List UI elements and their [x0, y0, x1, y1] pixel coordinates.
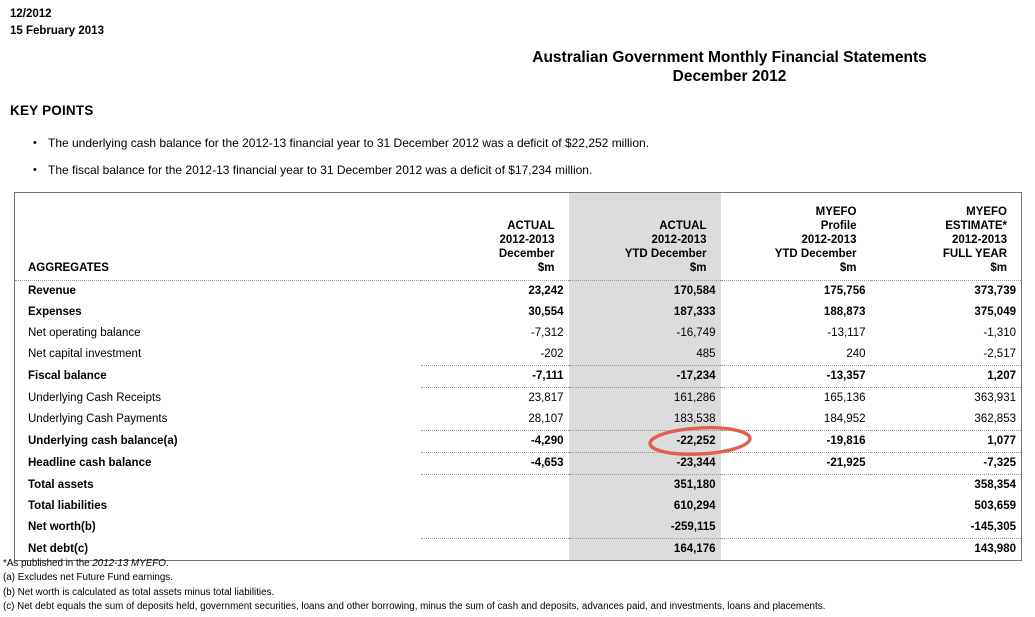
- cell-value: [721, 475, 871, 497]
- row-label: Net capital investment: [28, 348, 142, 361]
- row-label: Underlying Cash Receipts: [28, 391, 161, 404]
- cell-value: -7,312: [530, 327, 564, 339]
- row-label: Underlying Cash Payments: [28, 413, 168, 426]
- row-label: Total liabilities: [28, 500, 108, 512]
- cell-value: 183,538: [569, 409, 721, 431]
- page-title-line1: Australian Government Monthly Financial Statements: [532, 49, 927, 66]
- table-row: [15, 388, 1022, 410]
- cell-value: -13,357: [721, 366, 871, 388]
- page-title-line2: December 2012: [672, 67, 787, 85]
- cell-value: 187,333: [569, 302, 721, 323]
- footnote-text: .: [165, 558, 169, 569]
- row-label: Net worth(b): [28, 521, 96, 534]
- row-label: Net operating balance: [28, 327, 141, 339]
- footnote-text: *As published in the: [3, 558, 93, 569]
- column-header-2: ACTUAL 2012-2013 YTD December $m: [569, 193, 721, 281]
- cell-value: 143,980: [974, 543, 1016, 555]
- table-row: [15, 366, 1022, 388]
- cell-value: 170,584: [569, 281, 721, 303]
- cell-value: -21,925: [721, 453, 871, 475]
- table-row: [15, 302, 1022, 323]
- row-label: Net debt(c): [28, 542, 89, 555]
- cell-value: 175,756: [823, 285, 866, 297]
- cell-value: 23,817: [528, 392, 564, 404]
- column-header-1: ACTUAL 2012-2013 December $m: [421, 193, 569, 281]
- bullet-icon: •: [33, 164, 37, 176]
- key-point: [33, 136, 793, 150]
- table-row: [15, 344, 1022, 366]
- bullet-icon: •: [33, 137, 37, 149]
- aggregates-header: AGGREGATES: [15, 193, 421, 281]
- cell-value: 240: [721, 344, 871, 366]
- cell-value: 351,180: [569, 475, 721, 497]
- row-label: Revenue: [28, 285, 76, 297]
- row-label: Fiscal balance: [28, 370, 107, 382]
- footnotes: [3, 557, 825, 615]
- cell-value: -19,816: [721, 431, 871, 453]
- table-row: [15, 409, 1022, 431]
- table-row: [15, 281, 1022, 303]
- cell-value: -16,749: [569, 323, 721, 344]
- cell-value: [721, 496, 871, 517]
- cell-value: 1,077: [871, 431, 1022, 453]
- cell-value: 23,242: [528, 285, 564, 297]
- cell-value: -23,344: [569, 453, 721, 475]
- row-label: Headline cash balance: [28, 457, 152, 469]
- cell-value: -22,252: [569, 431, 721, 453]
- table-row: [15, 475, 1022, 497]
- row-label: Expenses: [28, 306, 82, 318]
- document-number: 12/2012: [10, 8, 52, 20]
- cell-value: 1,207: [871, 366, 1022, 388]
- key-point-text: The underlying cash balance for the 2012-13 financial year to 31 December 2012 was a deficit of $22,252 million.: [48, 136, 650, 150]
- cell-value: -17,234: [569, 366, 721, 388]
- footnote-italic-text: 2012-13 MYEFO: [92, 558, 166, 569]
- cell-value: [421, 496, 569, 517]
- column-header-3: MYEFO Profile 2012-2013 YTD December $m: [721, 193, 871, 281]
- cell-value: -7,325: [871, 453, 1022, 475]
- footnote: [3, 557, 825, 571]
- cell-value: 358,354: [974, 479, 1016, 491]
- cell-value: 165,136: [823, 392, 866, 404]
- cell-value: -2,517: [871, 344, 1022, 366]
- cell-value: -1,310: [983, 327, 1016, 339]
- table-row: [15, 517, 1022, 539]
- cell-value: -202: [421, 344, 569, 366]
- footnote: [3, 600, 825, 614]
- table-row: [15, 323, 1022, 344]
- cell-value: [721, 517, 871, 539]
- footnote: [3, 571, 825, 585]
- cell-value: 503,659: [974, 500, 1016, 512]
- cell-value: -259,115: [569, 517, 721, 539]
- footnote-text: (a) Excludes net Future Fund earnings.: [3, 572, 173, 584]
- cell-value: 188,873: [823, 306, 866, 318]
- table-row: [15, 453, 1022, 475]
- row-label: Underlying cash balance(a): [28, 435, 178, 447]
- key-point: [33, 163, 793, 177]
- cell-value: -145,305: [871, 517, 1022, 539]
- column-header-4: MYEFO ESTIMATE* 2012-2013 FULL YEAR $m: [871, 193, 1022, 281]
- cell-value: [421, 475, 569, 497]
- table-header-row: [15, 193, 1022, 281]
- footnote: [3, 586, 825, 600]
- cell-value: 30,554: [528, 306, 564, 318]
- cell-value: -13,117: [827, 327, 866, 339]
- key-points-heading: KEY POINTS: [10, 103, 94, 118]
- footnote-text: (c) Net debt equals the sum of deposits held, government securities, loans and other borrowing, minus the sum of cash and deposits, advances paid, and investments, loans and placements.: [3, 601, 826, 613]
- key-point-text: The fiscal balance for the 2012-13 financial year to 31 December 2012 was a deficit of $17,234 million.: [48, 163, 593, 177]
- footnote-text: (b) Net worth is calculated as total assets minus total liabilities.: [3, 586, 275, 598]
- page-title: [437, 49, 1022, 86]
- cell-value: 610,294: [569, 496, 721, 517]
- cell-value: [421, 517, 569, 539]
- document-date: 15 February 2013: [10, 25, 104, 37]
- cell-value: 161,286: [569, 388, 721, 410]
- row-label: Total assets: [28, 478, 94, 491]
- cell-value: -4,290: [421, 431, 569, 453]
- table-row: [15, 431, 1022, 453]
- cell-value: -7,111: [421, 366, 569, 388]
- financial-aggregates-table: [14, 192, 1022, 561]
- cell-value: 164,176: [569, 539, 721, 561]
- cell-value: 373,739: [974, 285, 1016, 297]
- cell-value: 485: [569, 344, 721, 366]
- cell-value: 375,049: [974, 306, 1016, 318]
- document-reference: [10, 6, 104, 40]
- cell-value: 363,931: [974, 392, 1016, 404]
- cell-value: 362,853: [871, 409, 1022, 431]
- cell-value: -4,653: [421, 453, 569, 475]
- table-row: [15, 496, 1022, 517]
- cell-value: 28,107: [421, 409, 569, 431]
- cell-value: 184,952: [721, 409, 871, 431]
- key-points-list: [33, 136, 793, 190]
